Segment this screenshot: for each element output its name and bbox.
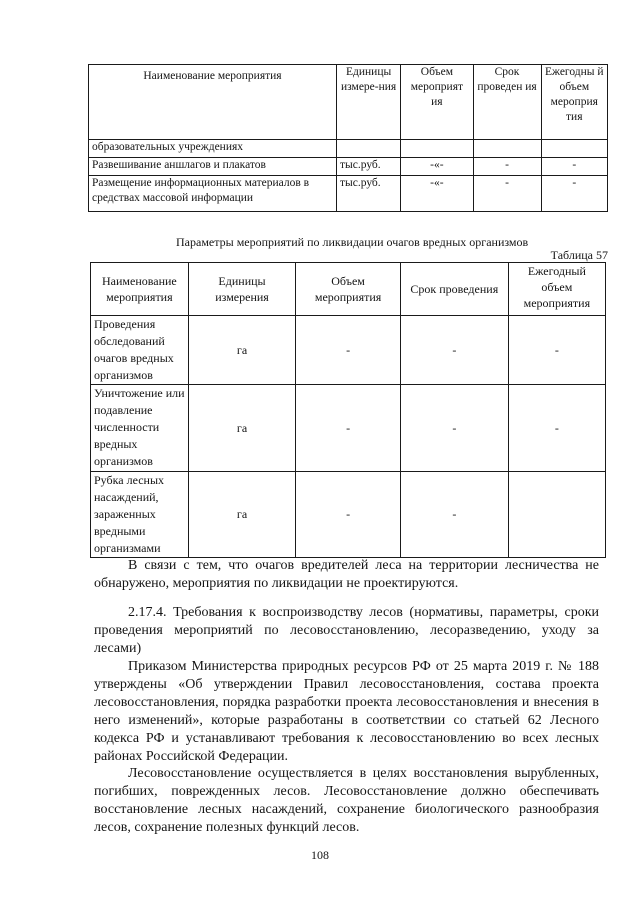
header-cell-name: Наименование мероприятия (89, 65, 337, 140)
paragraph-text: Приказом Министерства природных ресурсов РФ от 25 марта 2019 г. № 188 утверждены «Об утверждении Правил лесовосстановления, состава проекта лесовосстановления, порядка разработки проекта лесовосстановления и внесения в него изменений», которые разработаны в соответствии со статьей 62 Лесного кодекса РФ и устанавливают требования к лесовосстановлению во всех лесных районах Российской Федерации. (94, 659, 599, 764)
table-row (89, 140, 608, 158)
table-header-row (89, 65, 608, 140)
table-cell (401, 140, 473, 158)
table-cell: - (473, 158, 541, 176)
table-cell: га (188, 316, 295, 385)
table-header-row (91, 263, 606, 316)
pest-control-table (90, 262, 606, 558)
header-cell-volume: Объем мероприятия (296, 263, 401, 316)
table-cell: - (296, 316, 401, 385)
table-cell: га (188, 472, 295, 558)
table-row (91, 385, 606, 472)
header-cell-units: Единицы измере-ния (336, 65, 400, 140)
table-cell: - (400, 472, 508, 558)
table-cell: - (508, 385, 605, 472)
table-cell: -«- (401, 176, 473, 212)
table-cell: тыс.руб. (336, 158, 400, 176)
events-table-continued (88, 64, 608, 212)
table-cell: - (508, 316, 605, 385)
header-cell-name: Наименование мероприятия (91, 263, 189, 316)
table-cell: -«- (401, 158, 473, 176)
table-cell: - (296, 385, 401, 472)
paragraph-reforestation (94, 765, 599, 837)
table-cell (508, 472, 605, 558)
table-cell: - (541, 158, 607, 176)
table-caption: Параметры мероприятий по ликвидации очагов вредных организмов (176, 235, 529, 249)
paragraph-text: В связи с тем, что очагов вредителей леса на территории лесничества не обнаружено, мероприятия по ликвидации не проектируются. (94, 558, 599, 591)
table-cell: - (473, 176, 541, 212)
header-cell-term: Срок проведения (400, 263, 508, 316)
table-cell: образовательных учреждениях (89, 140, 337, 158)
table-cell: - (296, 472, 401, 558)
header-cell-units: Единицы измерения (188, 263, 295, 316)
table-cell (541, 140, 607, 158)
header-cell-annual-volume: Ежегодный объем мероприятия (508, 263, 605, 316)
paragraph-text: Лесовосстановление осуществляется в целях восстановления вырубленных, погибших, поврежденных лесов. Лесовосстановление должно обеспечивать восстановление лесных насаждений, сохранение биологического разнообразия лесов, сохранение полезных функций лесов. (94, 766, 599, 835)
table-cell: - (541, 176, 607, 212)
table-cell: га (188, 385, 295, 472)
table-cell: Развешивание аншлагов и плакатов (89, 158, 337, 176)
header-cell-term: Срок проведен ия (473, 65, 541, 140)
table-cell: Рубка лесных насаждений, зараженных вредными организмами (91, 472, 189, 558)
paragraph-text: 2.17.4. Требования к воспроизводству лесов (нормативы, параметры, сроки проведения мероприятий по лесовосстановлению, лесоразведению, уходу за лесами) (94, 605, 599, 656)
table-cell (473, 140, 541, 158)
table-row (91, 316, 606, 385)
table-cell: тыс.руб. (336, 176, 400, 212)
table-row (91, 472, 606, 558)
page-number: 108 (311, 848, 329, 862)
table-cell: Размещение информационных материалов в средствах массовой информации (89, 176, 337, 212)
table-number: Таблица 57 (550, 248, 608, 262)
table-cell: - (400, 316, 508, 385)
header-cell-volume: Объем мероприят ия (401, 65, 473, 140)
section-heading-2-17-4 (94, 604, 599, 658)
table-row (89, 176, 608, 212)
header-cell-annual-volume: Ежегодны й объем мероприя тия (541, 65, 607, 140)
table-row (89, 158, 608, 176)
paragraph-order-188 (94, 658, 599, 766)
table-cell: Уничтожение или подавление численности вредных организмов (91, 385, 189, 472)
table-cell (336, 140, 400, 158)
table-cell: - (400, 385, 508, 472)
paragraph-no-pests (94, 557, 599, 593)
table-cell: Проведения обследований очагов вредных организмов (91, 316, 189, 385)
